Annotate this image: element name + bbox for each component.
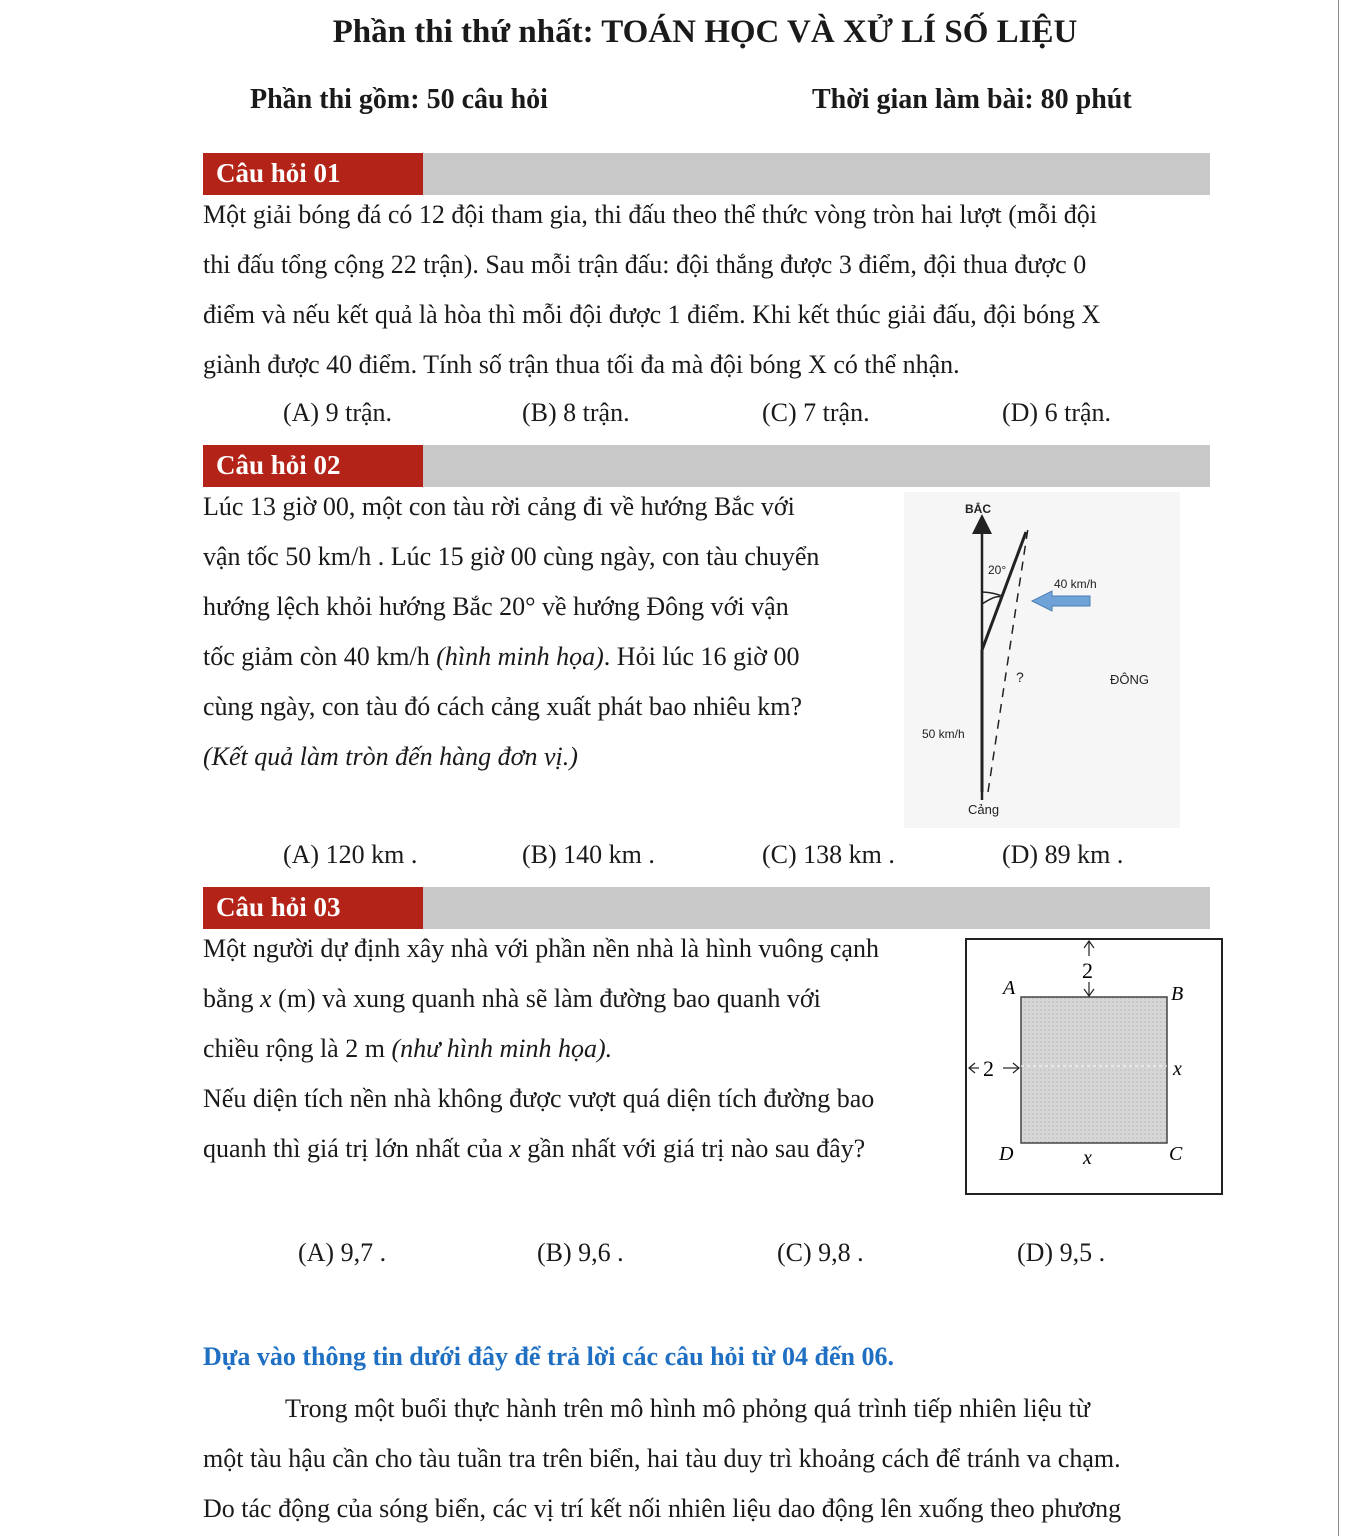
option-b[interactable]: (B) 9,6 . [537,1238,624,1267]
vertex-a-label: A [1003,977,1016,999]
text-line: Trong một buổi thực hành trên mô hình mô phỏng quá trình tiếp nhiên liệu từ [285,1394,1090,1423]
question-header-bar [203,445,1210,487]
text-line: một tàu hậu cần cho tàu tuần tra trên biển, hai tàu duy trì khoảng cách để tránh va chạm. [203,1444,1121,1473]
question-text [203,924,963,1174]
question-text [203,482,893,782]
top-width-label: 2 [1082,958,1093,983]
vertex-c-label: C [1169,1143,1183,1165]
text-line: vận tốc 50 km/h . Lúc 15 giờ 00 cùng ngày, con tàu chuyển [203,542,820,571]
option-c[interactable]: (C) 138 km . [762,840,895,869]
option-a[interactable]: (A) 120 km . [283,840,418,869]
angle-label: 20° [988,563,1007,577]
right-side-label: x [1173,1058,1182,1080]
text-line: hướng lệch khỏi hướng Bắc 20° về hướng Đông với vận [203,592,789,621]
text-line: bằng x (m) và xung quanh nhà sẽ làm đường bao quanh với [203,984,821,1013]
text-line: Một giải bóng đá có 12 đội tham gia, thi đấu theo thể thức vòng tròn hai lượt (mỗi đội [203,200,1098,229]
option-a[interactable]: (A) 9,7 . [298,1238,387,1267]
text-line: tốc giảm còn 40 km/h (hình minh họa). Hỏi lúc 16 giờ 00 [203,642,800,671]
question-header-bar [203,153,1210,195]
option-d[interactable]: (D) 89 km . [1002,840,1124,869]
question-label: Câu hỏi 03 [203,887,423,929]
port-label: Cảng [968,802,1000,817]
left-width-label: 2 [983,1056,994,1081]
ship-route-diagram [904,492,1180,828]
text-line: Một người dự định xây nhà với phần nền nhà là hình vuông cạnh [203,934,879,963]
page-edge-line [1338,0,1339,1536]
old-speed-label: 50 km/h [922,727,965,741]
vertex-d-label: D [999,1143,1014,1165]
angle-arc [982,597,1000,604]
exam-duration: Thời gian làm bài: 80 phút [812,84,1132,115]
text-line: chiều rộng là 2 m (như hình minh họa). [203,1034,613,1063]
question-text [203,190,1223,390]
text-line: Do tác động của sóng biển, các vị trí kết nối nhiên liệu dao động lên xuống theo phương [203,1494,1122,1523]
passage-heading: Dựa vào thông tin dưới đây để trả lời các câu hỏi từ 04 đến 06. [203,1342,894,1371]
option-c[interactable]: (C) 9,8 . [777,1238,864,1267]
text-line: cùng ngày, con tàu đó cách cảng xuất phát bao nhiêu km? [203,692,802,721]
east-label: ĐÔNG [1110,672,1149,687]
new-speed-label: 40 km/h [1054,577,1097,591]
current-arrow-icon [1032,591,1090,611]
east-leg-line [982,532,1026,650]
option-b[interactable]: (B) 140 km . [522,840,655,869]
text-line: thi đấu tổng cộng 22 trận). Sau mỗi trận đấu: đội thắng được 3 điểm, đội thua được 0 [203,250,1087,279]
house-square [1021,997,1167,1143]
option-c[interactable]: (C) 7 trận. [762,398,870,427]
unknown-distance-label: ? [1016,669,1024,685]
question-label: Câu hỏi 01 [203,153,423,195]
text-line: điểm và nếu kết quả là hòa thì mỗi đội được 1 điểm. Khi kết thúc giải đấu, đội bóng X [203,300,1101,329]
page-title: Phần thi thứ nhất: TOÁN HỌC VÀ XỬ LÍ SỐ LIỆU [332,14,1078,50]
north-label: BẮC [965,502,991,516]
passage-text [203,1384,1213,1534]
text-line: giành được 40 điểm. Tính số trận thua tối đa mà đội bóng X có thể nhận. [203,350,960,379]
option-a[interactable]: (A) 9 trận. [283,398,393,427]
bottom-side-label: x [1083,1147,1092,1169]
house-plan-diagram [965,938,1223,1195]
option-b[interactable]: (B) 8 trận. [522,398,630,427]
option-d[interactable]: (D) 9,5 . [1017,1238,1106,1267]
vertex-b-label: B [1171,983,1184,1005]
option-d[interactable]: (D) 6 trận. [1002,398,1112,427]
question-label: Câu hỏi 02 [203,445,423,487]
text-line: Nếu diện tích nền nhà không được vượt quá diện tích đường bao [203,1084,875,1113]
text-line: quanh thì giá trị lớn nhất của x gần nhất với giá trị nào sau đây? [203,1134,866,1163]
question-count: Phần thi gồm: 50 câu hỏi [250,84,548,115]
rounding-note: (Kết quả làm tròn đến hàng đơn vị.) [203,742,578,771]
text-line: Lúc 13 giờ 00, một con tàu rời cảng đi về hướng Bắc với [203,492,795,521]
question-header-bar [203,887,1210,929]
